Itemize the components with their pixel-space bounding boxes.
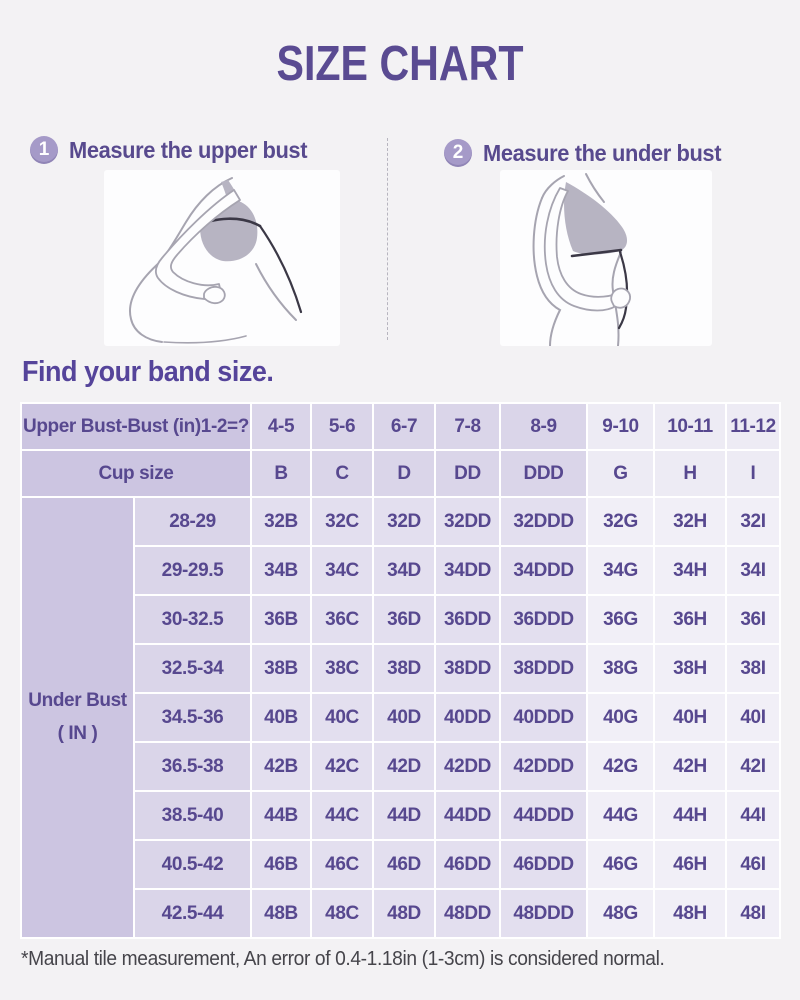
- cup-size-value: DD: [436, 451, 499, 496]
- underbust-range: 29-29.5: [135, 547, 250, 594]
- bust-difference-value: 11-12: [727, 404, 779, 449]
- size-cell: 38G: [588, 645, 653, 692]
- size-cell: 46H: [655, 841, 725, 888]
- size-cell: 44D: [374, 792, 434, 839]
- cup-size-value: I: [727, 451, 779, 496]
- size-cell: 36D: [374, 596, 434, 643]
- size-cell: 46DD: [436, 841, 499, 888]
- size-cell: 42G: [588, 743, 653, 790]
- underbust-label-line2: ( IN ): [57, 722, 98, 744]
- table-row: [22, 547, 779, 594]
- size-cell: 32D: [374, 498, 434, 545]
- header-row-cup-size: [22, 451, 779, 496]
- size-cell: 34D: [374, 547, 434, 594]
- cup-size-value: G: [588, 451, 653, 496]
- table-row: [22, 596, 779, 643]
- vertical-dashed-divider: [387, 138, 388, 340]
- under-bust-illustration: [500, 170, 712, 346]
- size-cell: 36DDD: [501, 596, 586, 643]
- underbust-range: 40.5-42: [135, 841, 250, 888]
- size-table: [20, 402, 781, 939]
- page-title: SIZE CHART: [276, 37, 524, 91]
- size-cell: 46C: [312, 841, 372, 888]
- size-cell: 42H: [655, 743, 725, 790]
- size-cell: 48C: [312, 890, 372, 937]
- size-cell: 38DD: [436, 645, 499, 692]
- bust-difference-label: Upper Bust-Bust (in)1-2=?: [22, 404, 250, 449]
- step-2-number-badge: 2: [444, 139, 472, 167]
- table-row: [22, 694, 779, 741]
- size-cell: 40G: [588, 694, 653, 741]
- size-cell: 48H: [655, 890, 725, 937]
- cup-size-value: DDD: [501, 451, 586, 496]
- size-cell: 40DDD: [501, 694, 586, 741]
- underbust-range: 32.5-34: [135, 645, 250, 692]
- bust-difference-value: 9-10: [588, 404, 653, 449]
- size-cell: 34DDD: [501, 547, 586, 594]
- size-cell: 36DD: [436, 596, 499, 643]
- size-cell: 34H: [655, 547, 725, 594]
- size-cell: 32B: [252, 498, 310, 545]
- size-cell: 32H: [655, 498, 725, 545]
- cup-size-value: B: [252, 451, 310, 496]
- size-cell: 32DD: [436, 498, 499, 545]
- size-cell: 44DDD: [501, 792, 586, 839]
- size-cell: 34DD: [436, 547, 499, 594]
- size-cell: 38H: [655, 645, 725, 692]
- section-heading: Find your band size.: [22, 356, 274, 388]
- upper-bust-illustration: [104, 170, 340, 346]
- cup-size-label: Cup size: [22, 451, 250, 496]
- underbust-range: 42.5-44: [135, 890, 250, 937]
- size-cell: 34B: [252, 547, 310, 594]
- size-cell: 32G: [588, 498, 653, 545]
- size-cell: 38D: [374, 645, 434, 692]
- step-1-label: Measure the upper bust: [69, 136, 308, 163]
- size-cell: 36I: [727, 596, 779, 643]
- size-cell: 38DDD: [501, 645, 586, 692]
- size-cell: 36C: [312, 596, 372, 643]
- size-cell: 40B: [252, 694, 310, 741]
- table-row: [22, 645, 779, 692]
- underbust-range: 30-32.5: [135, 596, 250, 643]
- bust-difference-value: 8-9: [501, 404, 586, 449]
- table-row: [22, 743, 779, 790]
- size-cell: 34C: [312, 547, 372, 594]
- size-cell: 48B: [252, 890, 310, 937]
- size-cell: 44H: [655, 792, 725, 839]
- size-cell: 38B: [252, 645, 310, 692]
- size-cell: 46B: [252, 841, 310, 888]
- underbust-label-line1: Under Bust: [28, 690, 127, 712]
- size-cell: 32I: [727, 498, 779, 545]
- underbust-header: [22, 498, 133, 937]
- size-cell: 42B: [252, 743, 310, 790]
- size-cell: 46DDD: [501, 841, 586, 888]
- size-table-wrap: [20, 402, 781, 939]
- size-cell: 42D: [374, 743, 434, 790]
- size-cell: 38I: [727, 645, 779, 692]
- footnote: *Manual tile measurement, An error of 0.4-1.18in (1-3cm) is considered normal.: [21, 948, 665, 970]
- table-row: [22, 498, 779, 545]
- size-cell: 48DD: [436, 890, 499, 937]
- bust-difference-value: 4-5: [252, 404, 310, 449]
- header-row-bust-difference: [22, 404, 779, 449]
- size-cell: 44DD: [436, 792, 499, 839]
- size-cell: 46G: [588, 841, 653, 888]
- size-cell: 40DD: [436, 694, 499, 741]
- step-2-label: Measure the under bust: [483, 139, 722, 166]
- size-cell: 38C: [312, 645, 372, 692]
- size-cell: 48G: [588, 890, 653, 937]
- size-cell: 40C: [312, 694, 372, 741]
- size-cell: 36H: [655, 596, 725, 643]
- size-cell: 32DDD: [501, 498, 586, 545]
- size-cell: 34G: [588, 547, 653, 594]
- size-cell: 42I: [727, 743, 779, 790]
- size-cell: 48D: [374, 890, 434, 937]
- bust-difference-value: 5-6: [312, 404, 372, 449]
- step-1: [30, 136, 320, 164]
- cup-size-value: C: [312, 451, 372, 496]
- cup-size-value: H: [655, 451, 725, 496]
- size-cell: 40D: [374, 694, 434, 741]
- size-cell: 48DDD: [501, 890, 586, 937]
- size-cell: 44C: [312, 792, 372, 839]
- size-cell: 44G: [588, 792, 653, 839]
- cup-size-value: D: [374, 451, 434, 496]
- size-cell: 42DDD: [501, 743, 586, 790]
- step-1-number-badge: 1: [30, 136, 58, 164]
- table-row: [22, 792, 779, 839]
- step-2: [444, 139, 734, 167]
- size-cell: 46D: [374, 841, 434, 888]
- bust-difference-value: 6-7: [374, 404, 434, 449]
- size-cell: 46I: [727, 841, 779, 888]
- size-cell: 48I: [727, 890, 779, 937]
- size-cell: 42DD: [436, 743, 499, 790]
- bust-difference-value: 10-11: [655, 404, 725, 449]
- table-row: [22, 890, 779, 937]
- size-cell: 36B: [252, 596, 310, 643]
- size-cell: 44B: [252, 792, 310, 839]
- underbust-range: 28-29: [135, 498, 250, 545]
- size-cell: 32C: [312, 498, 372, 545]
- size-cell: 44I: [727, 792, 779, 839]
- underbust-range: 36.5-38: [135, 743, 250, 790]
- underbust-range: 34.5-36: [135, 694, 250, 741]
- underbust-range: 38.5-40: [135, 792, 250, 839]
- size-cell: 34I: [727, 547, 779, 594]
- table-row: [22, 841, 779, 888]
- bust-difference-value: 7-8: [436, 404, 499, 449]
- size-cell: 40H: [655, 694, 725, 741]
- size-cell: 40I: [727, 694, 779, 741]
- size-cell: 36G: [588, 596, 653, 643]
- size-cell: 42C: [312, 743, 372, 790]
